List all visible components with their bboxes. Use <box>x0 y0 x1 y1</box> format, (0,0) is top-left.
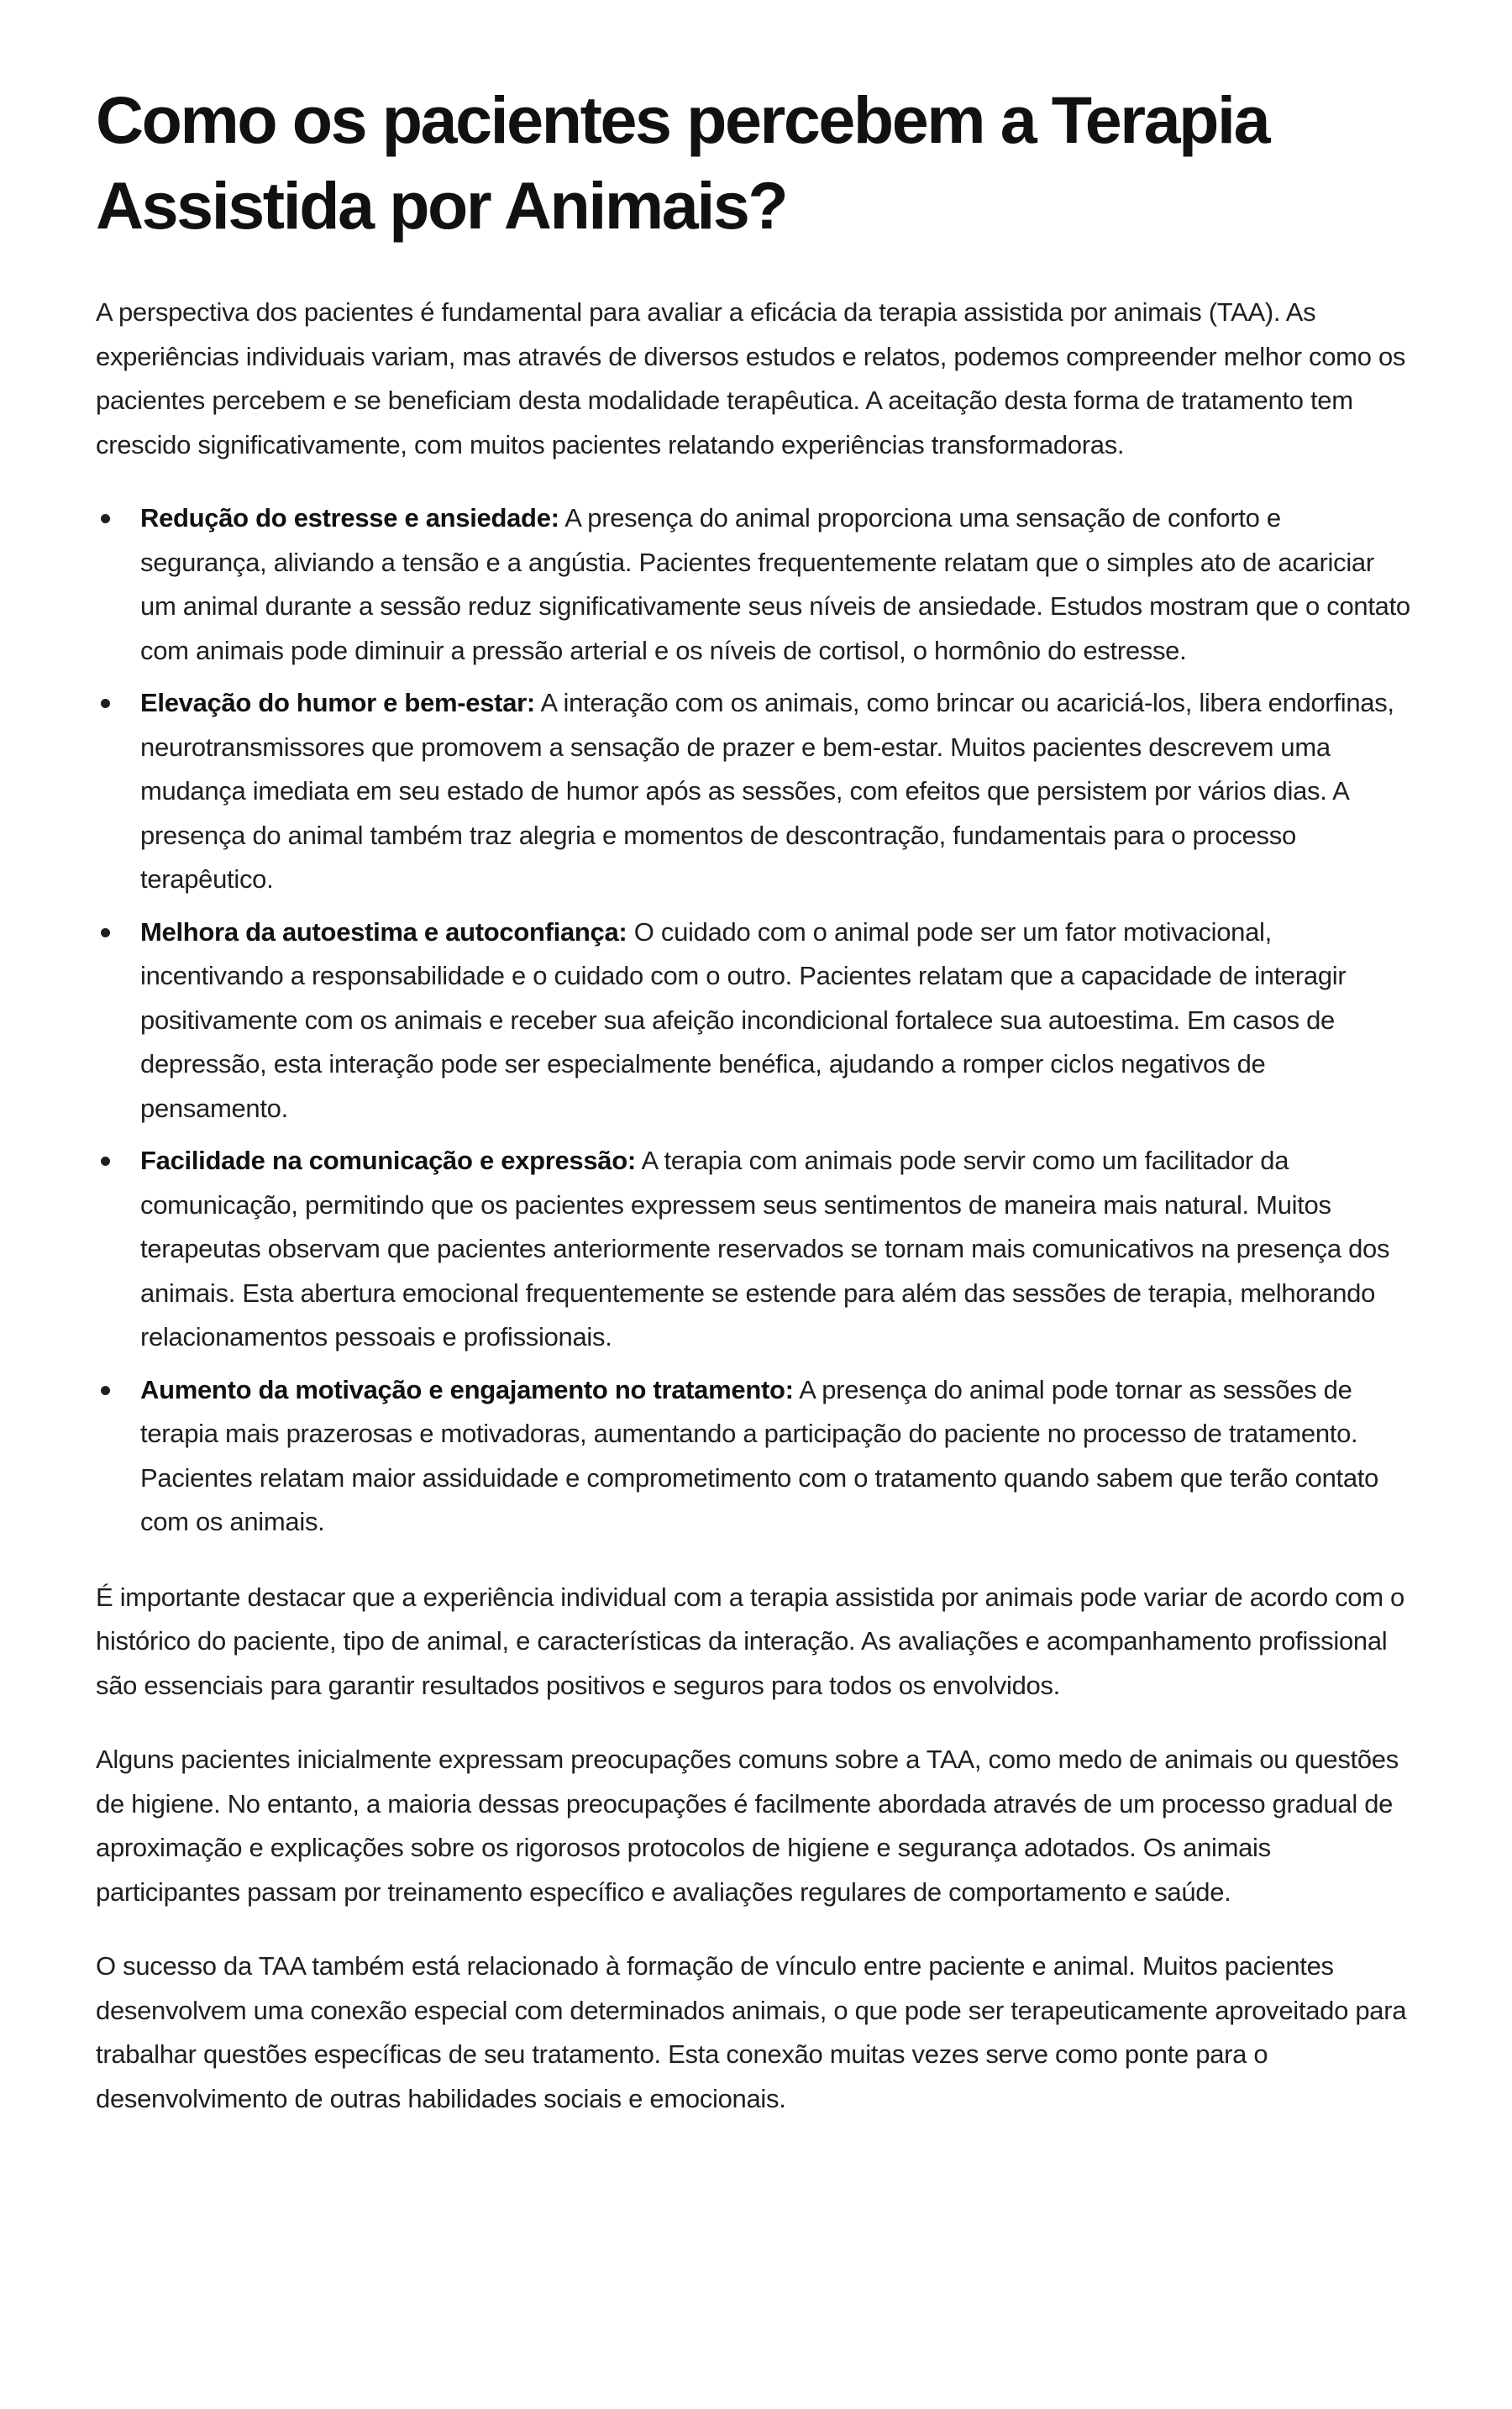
list-item-text: A presença do animal pode tornar as sessões de terapia mais prazerosas e motivadoras, aumentando a participação do paciente no processo de tratamento. Pacientes relatam maior assiduidade e comprometimento com o tratamento quando sabem que terão contato com os animais. <box>140 1374 1379 1536</box>
list-item <box>96 1139 1411 1360</box>
list-item-text: A interação com os animais, como brincar ou acariciá-los, libera endorfinas, neurotransmissores que promovem a sensação de prazer e bem-estar. Muitos pacientes descrevem uma mudança imediata em seu estado de humor após as sessões, com efeitos que persistem por vários dias. A presença do animal também traz alegria e momentos de descontração, fundamentais para o processo terapêutico. <box>140 688 1394 894</box>
list-item <box>96 496 1411 673</box>
list-item-label: Redução do estresse e ansiedade: <box>140 503 559 533</box>
list-item-text: A terapia com animais pode servir como um facilitador da comunicação, permitindo que os pacientes expressem seus sentimentos de maneira mais natural. Muitos terapeutas observam que pacientes anteriormente reservados se tornam mais comunicativos na presença dos animais. Esta abertura emocional frequentemente se estende para além das sessões de terapia, melhorando relacionamentos pessoais e profissionais. <box>140 1146 1390 1351</box>
list-item-label: Aumento da motivação e engajamento no tratamento: <box>140 1374 794 1404</box>
bullet-icon <box>101 1386 110 1395</box>
body-paragraph: Alguns pacientes inicialmente expressam preocupações comuns sobre a TAA, como medo de animais ou questões de higiene. No entanto, a maioria dessas preocupações é facilmente abordada através de um processo gradual de aproximação e explicações sobre os rigorosos protocolos de higiene e segurança adotados. Os animais participantes passam por treinamento específico e avaliações regulares de comportamento e saúde. <box>96 1745 1399 1907</box>
bullet-icon <box>101 699 110 708</box>
intro-paragraph: A perspectiva dos pacientes é fundamental para avaliar a eficácia da terapia assistida por animais (TAA). As experiências individuais variam, mas através de diversos estudos e relatos, podemos compreender melhor como os pacientes percebem e se beneficiam desta modalidade terapêutica. A aceitação desta forma de tratamento tem crescido significativamente, com muitos pacientes relatando experiências transformadoras. <box>96 297 1406 459</box>
bullet-icon <box>101 514 110 523</box>
list-item-text: O cuidado com o animal pode ser um fator motivacional, incentivando a responsabilidade e o cuidado com o outro. Pacientes relatam que a capacidade de interagir positivamente com os animais e receber sua afeição incondicional fortalece sua autoestima. Em casos de depressão, esta interação pode ser especialmente benéfica, ajudando a romper ciclos negativos de pensamento. <box>140 916 1347 1123</box>
page-title: Como os pacientes percebem a Terapia Assistida por Animais? <box>96 82 1269 243</box>
body-paragraph: O sucesso da TAA também está relacionado à formação de vínculo entre paciente e animal. Muitos pacientes desenvolvem uma conexão especial com determinados animais, o que pode ser terapeuticamente aproveitado para trabalhar questões específicas de seu tratamento. Esta conexão muitas vezes serve como ponte para o desenvolvimento de outras habilidades sociais e emocionais. <box>96 1951 1407 2113</box>
list-item <box>96 911 1411 1131</box>
list-item-label: Melhora da autoestima e autoconfiança: <box>140 916 627 947</box>
bullet-icon <box>101 1157 110 1166</box>
list-item <box>96 681 1411 902</box>
benefits-list <box>96 496 1411 1545</box>
list-item <box>96 1368 1411 1545</box>
article <box>96 77 1411 2121</box>
bullet-icon <box>101 928 110 937</box>
list-item-label: Facilidade na comunicação e expressão: <box>140 1146 636 1175</box>
body-paragraph: É importante destacar que a experiência individual com a terapia assistida por animais pode variar de acordo com o histórico do paciente, tipo de animal, e características da interação. As avaliações e acompanhamento profissional são essenciais para garantir resultados positivos e seguros para todos os envolvidos. <box>96 1582 1405 1700</box>
list-item-label: Elevação do humor e bem-estar: <box>140 688 535 717</box>
list-item-text: A presença do animal proporciona uma sensação de conforto e segurança, aliviando a tensão e a angústia. Pacientes frequentemente relatam que o simples ato de acariciar um animal durante a sessão reduz significativamente seus níveis de ansiedade. Estudos mostram que o contato com animais pode diminuir a pressão arterial e os níveis de cortisol, o hormônio do estresse. <box>140 503 1410 665</box>
